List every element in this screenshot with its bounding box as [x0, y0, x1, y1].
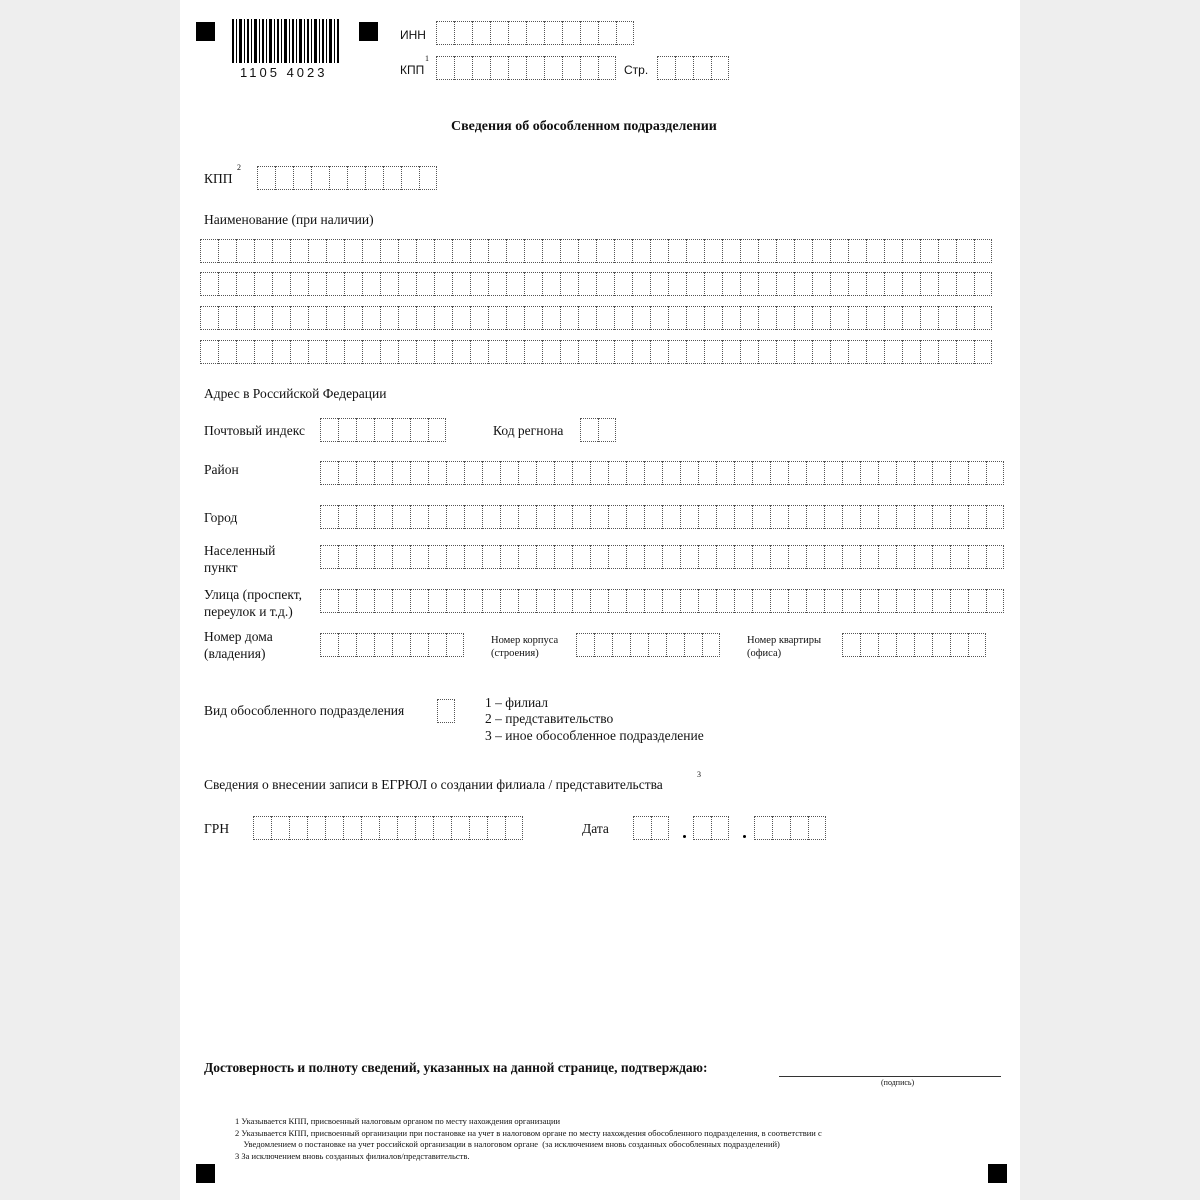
- corner-marker-bottom-left: [196, 1164, 215, 1183]
- kpp2-label: КПП: [204, 171, 233, 186]
- signature-caption: (подпись): [881, 1078, 915, 1087]
- footnote-2: 2 Указывается КПП, присвоенный организации при постановке на учет в налоговом органе по месту нахождения обособленного подразделения, в соответствии с: [235, 1128, 822, 1138]
- region-code-field[interactable]: [580, 418, 616, 442]
- kpp2-footnote-mark: 2: [237, 163, 241, 172]
- footnote-3: 3 За исключением вновь созданных филиалов/представительств.: [235, 1151, 470, 1161]
- grn-label: ГРН: [204, 821, 230, 836]
- date-month-field[interactable]: [693, 816, 729, 840]
- city-field[interactable]: [320, 505, 1004, 529]
- house-label: Номер дома (владения): [204, 629, 273, 661]
- district-field[interactable]: [320, 461, 1004, 485]
- address-heading: Адрес в Российской Федерации: [204, 386, 387, 401]
- name-field-row-2[interactable]: [200, 272, 992, 296]
- kpp2-field[interactable]: [257, 166, 437, 190]
- inn-field[interactable]: [436, 21, 634, 45]
- corner-marker-bottom-right: [988, 1164, 1007, 1183]
- postal-index-field[interactable]: [320, 418, 446, 442]
- house-field[interactable]: [320, 633, 464, 657]
- corner-marker-top-right: [359, 22, 378, 41]
- division-option-branch: 1 – филиал: [485, 695, 549, 710]
- footnote-1: 1 Указывается КПП, присвоенный налоговым органом по месту нахождения организации: [235, 1116, 561, 1126]
- page-number-field[interactable]: [657, 56, 729, 80]
- egrul-heading: Сведения о внесении записи в ЕГРЮЛ о создании филиала / представительства: [204, 777, 663, 792]
- region-code-label: Код регнона: [493, 423, 564, 438]
- building-label: Номер корпуса (строения): [491, 635, 559, 659]
- postal-index-label: Почтовый индекс: [204, 423, 305, 438]
- footnote-2-continued: Уведомлением о постановке на учет российской организации в налоговом органе (за исключением вновь созданных обособленных подразделений): [235, 1139, 780, 1149]
- division-option-representative: 2 – представительство: [485, 711, 614, 726]
- barcode-number: 1105 4023: [240, 65, 328, 80]
- street-field[interactable]: [320, 589, 1004, 613]
- date-day-field[interactable]: [633, 816, 669, 840]
- page-title: Сведения об обособленном подразделении: [451, 119, 717, 134]
- page-label: Стр.: [624, 63, 649, 77]
- district-label: Район: [204, 462, 239, 477]
- name-field-row-1[interactable]: [200, 239, 992, 263]
- egrul-footnote-mark: 3: [697, 770, 701, 779]
- city-label: Город: [204, 510, 238, 525]
- street-label: Улица (проспект, переулок и т.д.): [204, 587, 302, 619]
- date-separator: [683, 835, 686, 838]
- division-type-label: Вид обособленного подразделения: [204, 703, 405, 718]
- apartment-label: Номер квартиры (офиса): [747, 635, 822, 659]
- locality-field[interactable]: [320, 545, 1004, 569]
- signature-line[interactable]: [779, 1076, 1001, 1077]
- building-field[interactable]: [576, 633, 720, 657]
- name-field-row-3[interactable]: [200, 306, 992, 330]
- name-label: Наименование (при наличии): [204, 212, 374, 227]
- confirmation-text: Достоверность и полноту сведений, указанных на данной странице, подтверждаю:: [204, 1060, 708, 1075]
- inn-label: ИНН: [400, 28, 426, 42]
- kpp-footnote-mark: 1: [425, 54, 429, 63]
- apartment-field[interactable]: [842, 633, 986, 657]
- division-option-other: 3 – иное обособленное подразделение: [485, 728, 704, 743]
- corner-marker-top-left: [196, 22, 215, 41]
- kpp-field[interactable]: [436, 56, 616, 80]
- grn-field[interactable]: [253, 816, 523, 840]
- date-label: Дата: [582, 821, 609, 836]
- division-type-field[interactable]: [437, 699, 455, 723]
- date-year-field[interactable]: [754, 816, 826, 840]
- date-separator: [743, 835, 746, 838]
- locality-label: Населенный пункт: [204, 543, 276, 575]
- name-field-row-4[interactable]: [200, 340, 992, 364]
- kpp-label: КПП: [400, 63, 425, 77]
- barcode-icon: [230, 19, 342, 64]
